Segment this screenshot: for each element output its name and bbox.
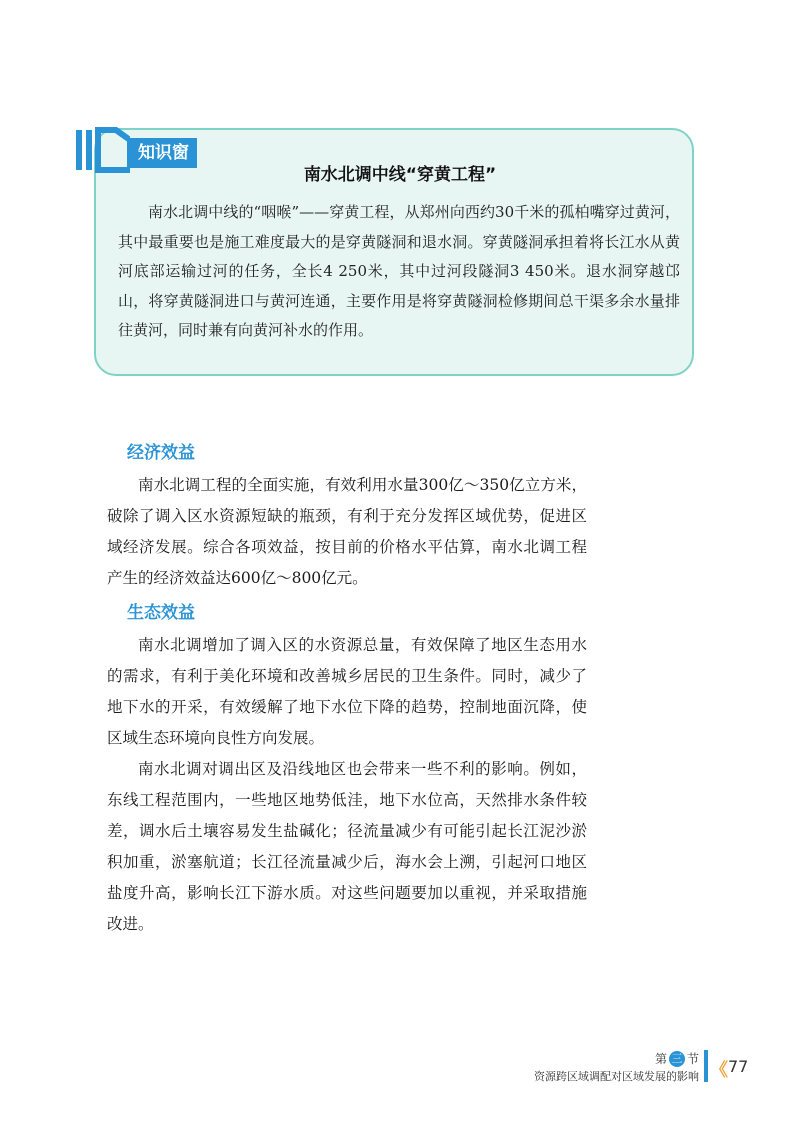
chapter-prefix: 第 — [654, 1052, 667, 1066]
economic-benefit-paragraph: 南水北调工程的全面实施，有效利用水量300亿～350亿立方米，破除了调入区水资源短缺的瓶颈，有利于充分发挥区域优势，促进区域经济发展。综合各项效益，按目前的价格水平估算，南水北调工程产生的经济效益达600亿～800亿元。 — [107, 476, 587, 587]
knowledge-window-tag: 知识窗 — [130, 138, 197, 168]
footer-divider — [704, 1050, 708, 1082]
footer-section-title: 资源跨区域调配对区域发展的影响 — [534, 1070, 699, 1083]
ecological-benefit-paragraph: 南水北调增加了调入区的水资源总量，有效保障了地区生态用水的需求，有利于美化环境和改善城乡居民的卫生条件。同时，减少了地下水的开采，有效缓解了地下水位下降的趋势，控制地面沉降，使区域生态环境向良性方向发展。 — [107, 636, 587, 747]
ecological-benefit-heading: 生态效益 — [127, 603, 195, 623]
economic-benefit-heading: 经济效益 — [127, 443, 195, 463]
knowledge-window-body: 南水北调中线的“咽喉”——穿黄工程，从郑州向西约30千米的孤柏嘴穿过黄河，其中最重要也是施工难度最大的是穿黄隧洞和退水洞。穿黄隧洞承担着将长江水从黄河底部运输过河的任务，全长4 250米，其中过河段隧洞3 450米。退水洞穿越邙山，将穿黄隧洞进口与黄河连通，主要作用是将穿黄隧洞检修期间总干渠多余水量排往黄河，同时兼有向黄河补水的作用。 — [118, 203, 680, 339]
page-number: 77 — [728, 1057, 749, 1076]
chapter-number-badge: 三 — [669, 1051, 685, 1067]
knowledge-window-title: 南水北调中线“穿黄工程” — [303, 165, 497, 185]
chapter-suffix: 节 — [686, 1052, 699, 1066]
double-chevron-icon: 《 — [710, 1060, 728, 1081]
footer-chapter — [655, 1050, 699, 1067]
adverse-impact-paragraph: 南水北调对调出区及沿线地区也会带来一些不利的影响。例如，东线工程范围内，一些地区地势低洼，地下水位高，天然排水条件较差，调水后土壤容易发生盐碱化；径流量减少有可能引起长江泥沙淤积加重，淤塞航道；长江径流量减少后，海水会上溯，引起河口地区盐度升高，影响长江下游水质。对这些问题要加以重视，并采取措施改进。 — [107, 760, 587, 933]
